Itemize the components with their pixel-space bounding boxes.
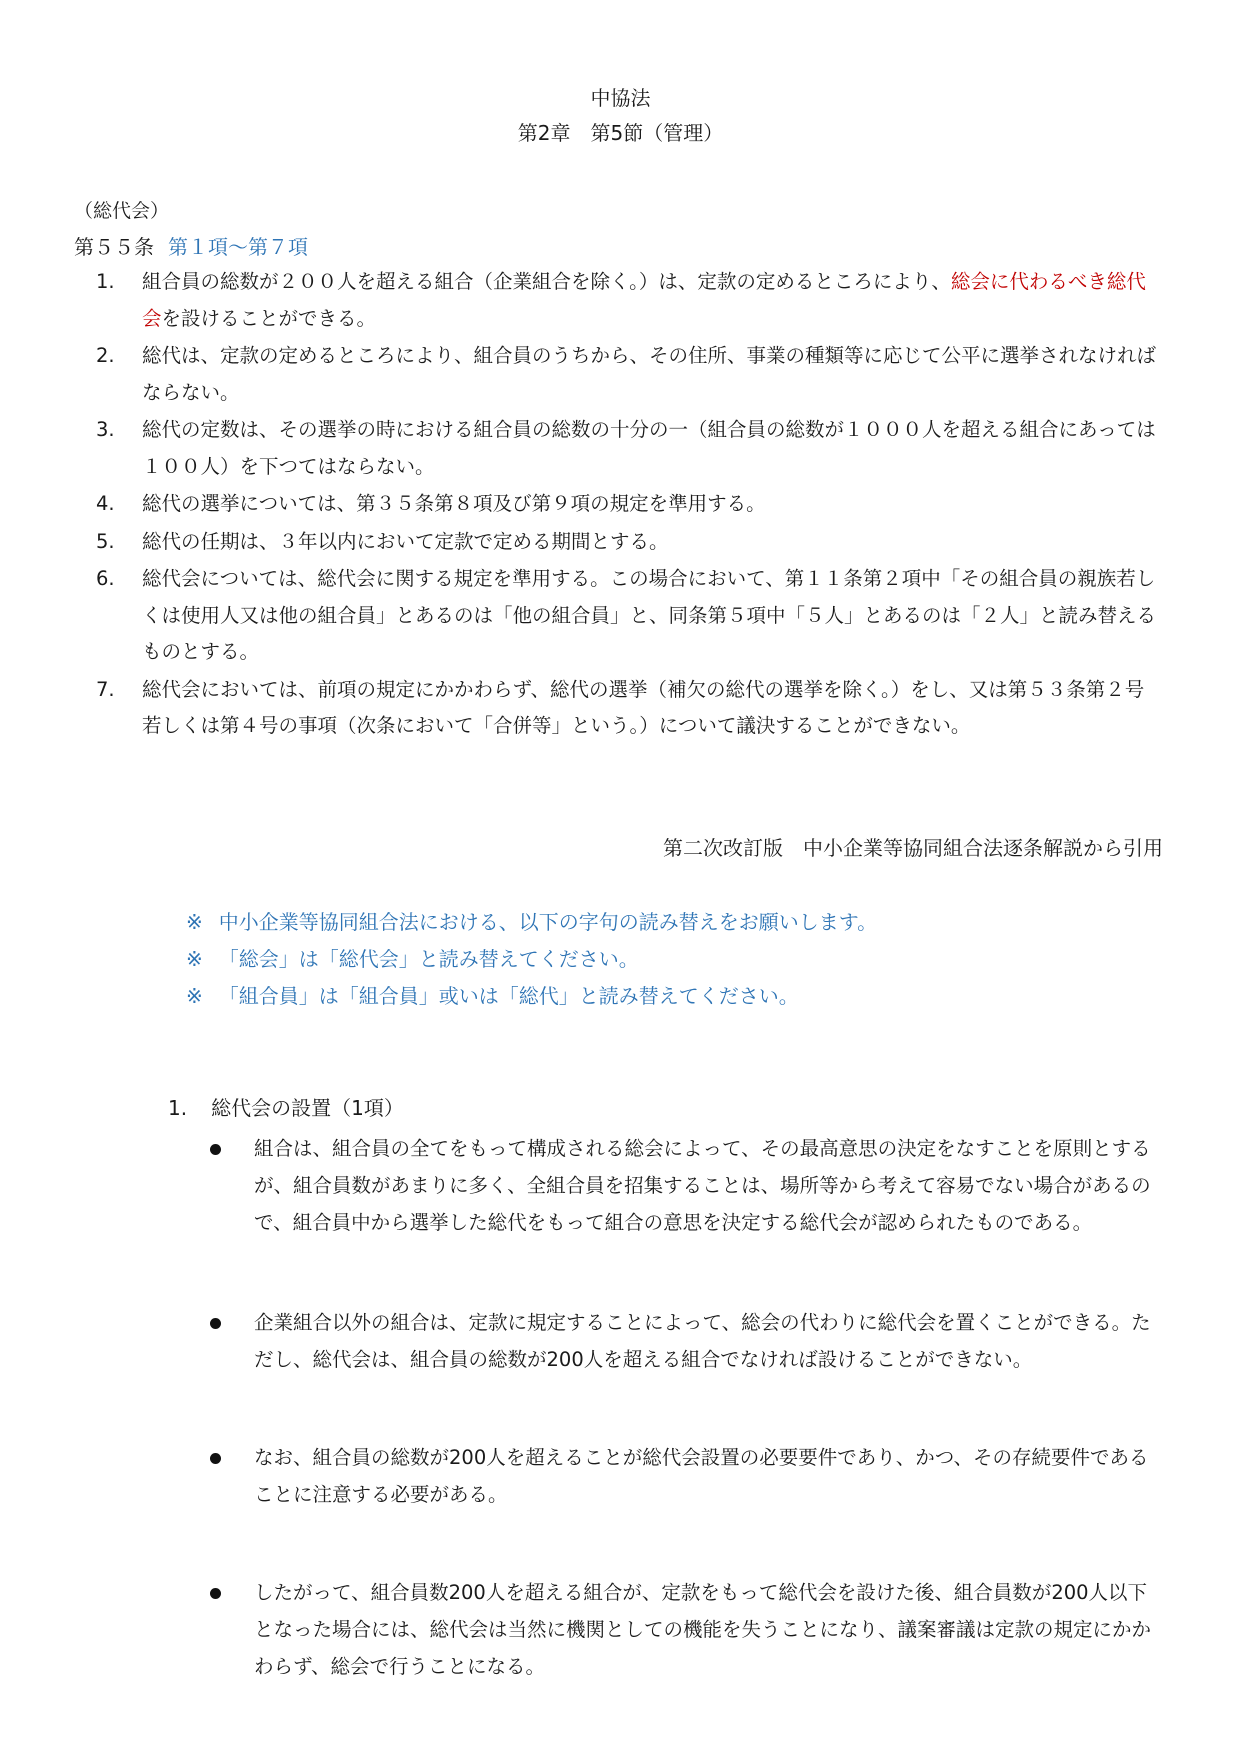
bullet-text: したがって、組合員数200人を超える組合が、定款をもって総代会を設けた後、組合員数が200人以下となった場合には、総代会は当然に機関としての機能を失うことになり、議案審議は定款の規定にかかわらず、総会で行うことになる。 [254, 1581, 1152, 1678]
paragraph-number: 1. [96, 270, 115, 293]
paragraph-number: 4. [96, 492, 115, 515]
note-text: 中小企業等協同組合法における、以下の字句の読み替えをお願いします。 [218, 910, 878, 934]
paragraph-list [96, 264, 1156, 746]
paragraph-item [96, 524, 1156, 561]
article-range: 第１項～第７項 [168, 235, 308, 259]
paragraph-item [96, 338, 1156, 411]
paragraph-text: 総代の定数は、その選挙の時における組合員の総数の十分の一（組合員の総数が１０００人を超える組合にあっては１００人）を下つてはならない。 [142, 418, 1156, 478]
paragraph-item [96, 561, 1156, 671]
reference-mark-icon: ※ [186, 984, 203, 1008]
bullet-item [206, 1130, 1166, 1241]
bullet-item [206, 1439, 1166, 1513]
paragraph-number: 6. [96, 567, 115, 590]
source-citation: 第二次改訂版 中小企業等協同組合法逐条解説から引用 [663, 836, 1163, 860]
section-label: （総代会） [74, 200, 170, 222]
highlight-text: 総会に代わるべき総代会 [142, 270, 1146, 330]
bullet-icon [210, 1453, 221, 1464]
paragraph-text: 組合員の総数が２００人を超える組合（企業組合を除く。）は、定款の定めるところにより、 [142, 270, 951, 293]
bullet-icon [210, 1318, 221, 1329]
bullet-icon [210, 1588, 221, 1599]
paragraph-number: 5. [96, 529, 115, 553]
reference-mark-icon: ※ [186, 947, 203, 971]
bullet-icon [210, 1144, 221, 1155]
note-item [186, 941, 877, 978]
article-number: 第５５条 [74, 235, 154, 259]
paragraph-item [96, 486, 1156, 523]
paragraph-number: 2. [96, 344, 115, 367]
reference-mark-icon: ※ [186, 910, 203, 934]
article-heading [74, 231, 308, 260]
chapter-section-title: 第2章 第5節（管理） [517, 121, 724, 145]
bullet-item [206, 1574, 1166, 1685]
paragraph-text-end: を設けることができる。 [161, 306, 377, 330]
paragraph-text: 総代の任期は、３年以内において定款で定める期間とする。 [142, 529, 669, 553]
paragraph-number: 3. [96, 418, 115, 441]
bullet-text: 組合は、組合員の全てをもって構成される総会によって、その最高意思の決定をなすことを原則とするが、組合員数があまりに多く、全組合員を招集することは、場所等から考えて容易でない場合があるので、組合員中から選挙した総代をもって組合の意思を決定する総代会が認められたものである。 [254, 1137, 1151, 1234]
paragraph-item [96, 264, 1156, 337]
commentary-heading-number: 1. [168, 1096, 188, 1120]
paragraph-item [96, 672, 1156, 745]
law-title: 中協法 [590, 86, 651, 110]
bullet-text: なお、組合員の総数が200人を超えることが総代会設置の必要要件であり、かつ、その存続要件であることに注意する必要がある。 [254, 1446, 1149, 1506]
note-text: 「組合員」は「組合員」或いは「総代」と読み替えてください。 [218, 984, 799, 1008]
note-text: 「総会」は「総代会」と読み替えてください。 [218, 947, 639, 971]
paragraph-number: 7. [96, 677, 115, 701]
paragraph-item [96, 412, 1156, 485]
note-item [186, 978, 877, 1015]
commentary-bullets [206, 1130, 1166, 1685]
reading-notes [186, 904, 877, 1015]
commentary-heading-text: 総代会の設置（1項） [211, 1096, 404, 1120]
commentary-heading [168, 1092, 404, 1121]
paragraph-text: 総代会については、総代会に関する規定を準用する。この場合において、第１１条第２項中「その組合員の親族若しくは使用人又は他の組合員」とあるのは「他の組合員」と、同条第５項中「５人」とあるのは「２人」と読み替えるものとする。 [142, 567, 1157, 663]
paragraph-text: 総代の選挙については、第３５条第８項及び第９項の規定を準用する。 [142, 492, 766, 515]
note-item [186, 904, 877, 941]
paragraph-text: 総代は、定款の定めるところにより、組合員のうちから、その住所、事業の種類等に応じて公平に選挙されなければならない。 [142, 344, 1157, 404]
paragraph-text: 総代会においては、前項の規定にかかわらず、総代の選挙（補欠の総代の選挙を除く。）をし、又は第５３条第２号若しくは第４号の事項（次条において「合併等」という。）について議決することができない。 [142, 677, 1145, 737]
bullet-text: 企業組合以外の組合は、定款に規定することによって、総会の代わりに総代会を置くことができる。ただし、総代会は、組合員の総数が200人を超える組合でなければ設けることができない。 [254, 1311, 1151, 1371]
bullet-item [206, 1304, 1166, 1378]
